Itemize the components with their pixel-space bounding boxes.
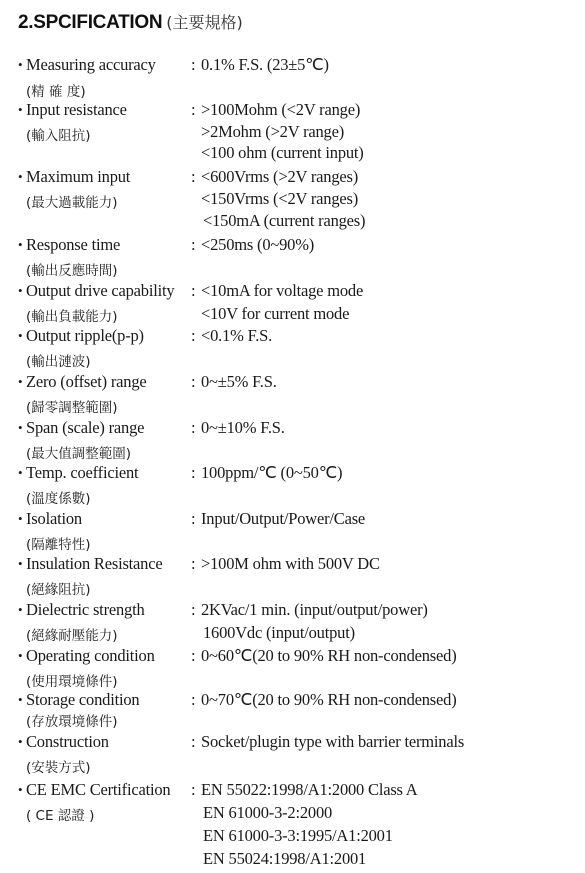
spec-label-cn: (輸入阻抗) (26, 128, 91, 144)
spec-value: EN 55022:1998/A1:2000 Class A (201, 780, 418, 799)
spec-label-cn: (輸出負載能力) (26, 309, 118, 325)
bullet-icon: • (18, 556, 23, 571)
spec-label-cn: (使用環境條件) (26, 674, 118, 690)
spec-value: EN 61000-3-2:2000 (203, 803, 333, 822)
spec-value: EN 55024:1998/A1:2001 (203, 849, 367, 868)
spec-label-text: Insulation Resistance (26, 554, 163, 573)
spec-colon: : (191, 235, 196, 254)
spec-value: <100 ohm (current input) (201, 143, 364, 162)
bullet-icon: • (18, 283, 23, 298)
spec-label-text: Input resistance (26, 100, 127, 119)
bullet-icon: • (18, 602, 23, 617)
spec-colon: : (191, 646, 196, 665)
spec-label-text: Maximum input (26, 167, 131, 186)
spec-value: 2KVac/1 min. (input/output/power) (201, 600, 428, 619)
bullet-icon: • (18, 692, 23, 707)
bullet-icon: • (18, 734, 23, 749)
spec-colon: : (191, 690, 196, 709)
spec-label (18, 235, 120, 255)
spec-label-text: Output ripple(p-p) (26, 326, 144, 345)
bullet-icon: • (18, 511, 23, 526)
spec-label-cn: (精 確 度) (26, 84, 86, 100)
spec-colon: : (191, 372, 196, 391)
spec-label-cn: (溫度係數) (26, 491, 91, 507)
spec-value: 100ppm/℃ (0~50℃) (201, 463, 343, 482)
bullet-icon: • (18, 102, 23, 117)
spec-label-text: Output drive capability (26, 281, 175, 300)
spec-value: 0~70℃(20 to 90% RH non-condensed) (201, 690, 457, 709)
spec-colon: : (191, 281, 196, 300)
spec-label-cn: (最大過載能力) (26, 195, 118, 211)
spec-value: <150mA (current ranges) (203, 211, 366, 230)
spec-value: <150Vrms (<2V ranges) (201, 189, 359, 208)
spec-label-text: Operating condition (26, 646, 155, 665)
bullet-icon: • (18, 57, 23, 72)
spec-value: Input/Output/Power/Case (201, 509, 366, 528)
spec-colon: : (191, 600, 196, 619)
spec-value: <0.1% F.S. (201, 326, 273, 345)
spec-colon: : (191, 780, 196, 799)
spec-label (18, 372, 147, 392)
spec-label-cn: (存放環境條件) (26, 714, 118, 730)
spec-colon: : (191, 100, 196, 119)
spec-label (18, 463, 138, 483)
spec-value: <10mA for voltage mode (201, 281, 364, 300)
spec-label-cn: (最大值調整範圍) (26, 446, 132, 462)
spec-value: >100Mohm (<2V range) (201, 100, 361, 119)
spec-value: 0~±5% F.S. (201, 372, 277, 391)
spec-value: <10V for current mode (201, 304, 350, 323)
spec-label (18, 100, 127, 120)
spec-label-cn: (安裝方式) (26, 760, 91, 776)
spec-label-text: Storage condition (26, 690, 140, 709)
spec-label-cn: (絕緣阻抗) (26, 582, 91, 598)
spec-value: 1600Vdc (input/output) (203, 623, 355, 642)
spec-colon: : (191, 463, 196, 482)
spec-value: <600Vrms (>2V ranges) (201, 167, 359, 186)
spec-label-cn: ( CE 認證 ) (26, 808, 95, 824)
spec-label (18, 167, 130, 187)
spec-label-cn: (輸出漣波) (26, 354, 91, 370)
spec-label (18, 554, 162, 574)
bullet-icon: • (18, 169, 23, 184)
spec-label-text: Measuring accuracy (26, 55, 156, 74)
spec-value: Socket/plugin type with barrier terminals (201, 732, 465, 751)
bullet-icon: • (18, 374, 23, 389)
section-title-text: 2.SPCIFICATION (18, 12, 163, 33)
bullet-icon: • (18, 782, 23, 797)
spec-label (18, 646, 155, 666)
spec-label (18, 690, 139, 710)
spec-colon: : (191, 554, 196, 573)
spec-value: EN 61000-3-3:1995/A1:2001 (203, 826, 393, 845)
spec-colon: : (191, 732, 196, 751)
spec-label (18, 281, 174, 301)
spec-value: >2Mohm (>2V range) (201, 122, 345, 141)
spec-label-text: Construction (26, 732, 109, 751)
spec-value: 0~±10% F.S. (201, 418, 285, 437)
spec-value: 0~60℃(20 to 90% RH non-condensed) (201, 646, 457, 665)
spec-value: 0.1% F.S. (23±5℃) (201, 55, 329, 74)
section-title (18, 10, 243, 34)
spec-label-cn: (輸出反應時間) (26, 263, 118, 279)
spec-label (18, 509, 82, 529)
bullet-icon: • (18, 237, 23, 252)
spec-label-text: Dielectric strength (26, 600, 145, 619)
bullet-icon: • (18, 465, 23, 480)
spec-label-text: Isolation (26, 509, 82, 528)
spec-label-text: Temp. coefficient (26, 463, 139, 482)
spec-label (18, 732, 109, 752)
spec-colon: : (191, 418, 196, 437)
spec-label-text: Span (scale) range (26, 418, 145, 437)
spec-label (18, 418, 144, 438)
spec-label-text: Zero (offset) range (26, 372, 147, 391)
spec-value: >100M ohm with 500V DC (201, 554, 380, 573)
spec-colon: : (191, 509, 196, 528)
spec-label-text: Response time (26, 235, 121, 254)
spec-label-cn: (隔離特性) (26, 537, 91, 553)
spec-label-cn: (歸零調整範圍) (26, 400, 118, 416)
spec-value: <250ms (0~90%) (201, 235, 315, 254)
bullet-icon: • (18, 648, 23, 663)
bullet-icon: • (18, 420, 23, 435)
bullet-icon: • (18, 328, 23, 343)
spec-colon: : (191, 167, 196, 186)
spec-label (18, 780, 170, 800)
spec-label (18, 600, 145, 620)
spec-label-cn: (絕緣耐壓能力) (26, 628, 118, 644)
spec-colon: : (191, 55, 196, 74)
spec-label-text: CE EMC Certification (26, 780, 171, 799)
spec-label (18, 326, 144, 346)
spec-label (18, 55, 156, 75)
spec-colon: : (191, 326, 196, 345)
section-title-cn: (主要規格) (166, 13, 243, 32)
